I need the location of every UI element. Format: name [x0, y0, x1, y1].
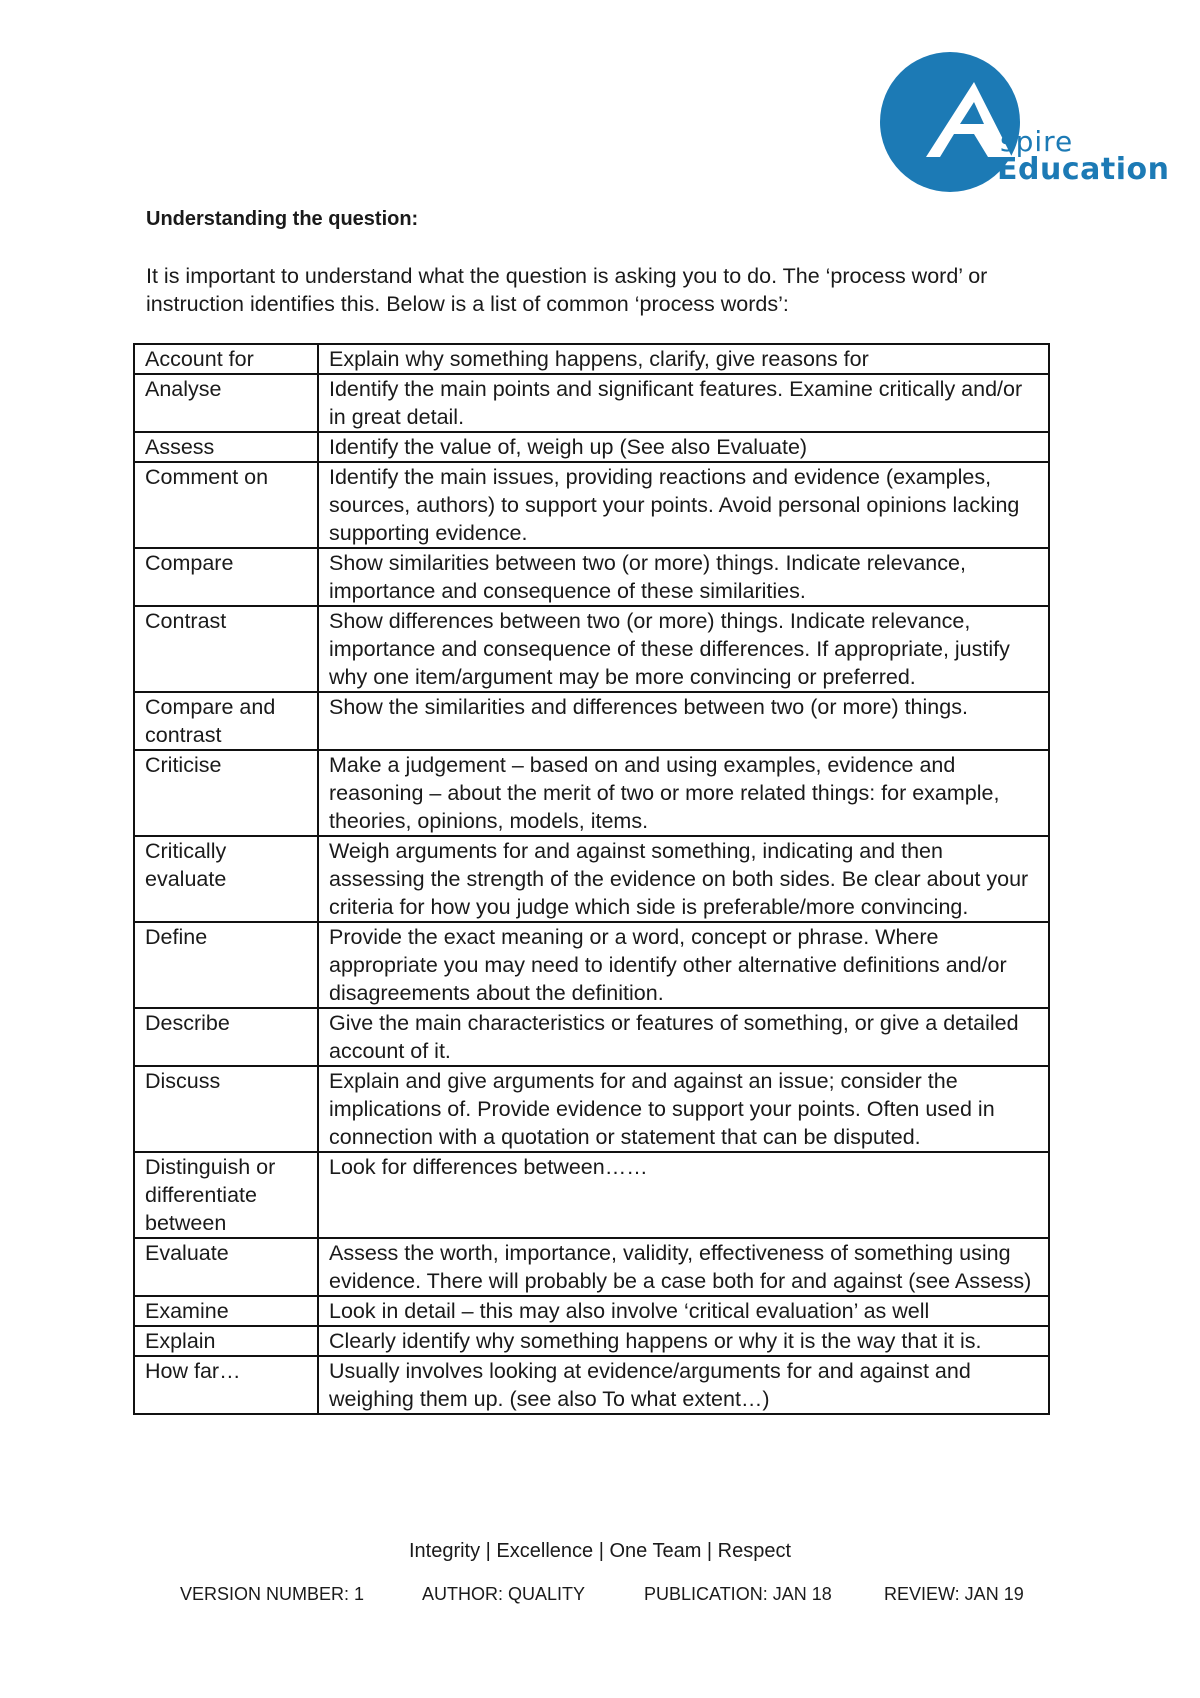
logo-text-spire: spire: [1000, 125, 1074, 158]
process-word-term: Comment on: [134, 462, 318, 548]
process-word-term: Define: [134, 922, 318, 1008]
process-word-definition: Show the similarities and differences between two (or more) things.: [318, 692, 1049, 750]
process-word-definition: Make a judgement – based on and using examples, evidence and reasoning – about the merit of two or more related things: for example, theories, opinions, models, items.: [318, 750, 1049, 836]
table-row: [134, 1356, 1049, 1414]
process-word-definition: Show differences between two (or more) things. Indicate relevance, importance and consequence of these differences. If appropriate, justify why one item/argument may be more convincing or preferred.: [318, 606, 1049, 692]
footer-publication: PUBLICATION: JAN 18: [644, 1584, 832, 1604]
table-row: [134, 606, 1049, 692]
process-word-term: Explain: [134, 1326, 318, 1356]
process-word-definition: Look for differences between……: [318, 1152, 1049, 1238]
table-row: [134, 344, 1049, 374]
table-row: [134, 548, 1049, 606]
process-word-term: Compare: [134, 548, 318, 606]
table-row: [134, 750, 1049, 836]
section-heading: Understanding the question:: [146, 208, 419, 230]
process-word-term: Account for: [134, 344, 318, 374]
footer-motto: Integrity | Excellence | One Team | Respect: [408, 1540, 792, 1562]
process-words-table: [133, 343, 1050, 1415]
process-word-definition: Explain why something happens, clarify, give reasons for: [318, 344, 1049, 374]
process-word-definition: Usually involves looking at evidence/arguments for and against and weighing them up. (see also To what extent…): [318, 1356, 1049, 1414]
table-row: [134, 836, 1049, 922]
table-row: [134, 692, 1049, 750]
process-word-term: Contrast: [134, 606, 318, 692]
process-word-definition: Clearly identify why something happens or why it is the way that it is.: [318, 1326, 1049, 1356]
process-word-term: Analyse: [134, 374, 318, 432]
table-row: [134, 432, 1049, 462]
process-word-definition: Look in detail – this may also involve ‘critical evaluation’ as well: [318, 1296, 1049, 1326]
process-word-term: Criticise: [134, 750, 318, 836]
process-word-term: Distinguish or differentiate between: [134, 1152, 318, 1238]
table-row: [134, 1326, 1049, 1356]
process-word-definition: Identify the main issues, providing reactions and evidence (examples, sources, authors) to support your points. Avoid personal opinions lacking supporting evidence.: [318, 462, 1049, 548]
process-word-term: Evaluate: [134, 1238, 318, 1296]
table-row: [134, 1066, 1049, 1152]
footer-author: AUTHOR: QUALITY: [422, 1584, 586, 1604]
process-word-definition: Identify the main points and significant features. Examine critically and/or in great detail.: [318, 374, 1049, 432]
footer-review: REVIEW: JAN 19: [884, 1584, 1024, 1604]
process-word-definition: Weigh arguments for and against something, indicating and then assessing the strength of the evidence on both sides. Be clear about your criteria for how you judge which side is preferable/more convincing.: [318, 836, 1049, 922]
table-row: [134, 1008, 1049, 1066]
process-word-term: Examine: [134, 1296, 318, 1326]
process-word-term: Critically evaluate: [134, 836, 318, 922]
table-row: [134, 374, 1049, 432]
logo-text-education: Education: [997, 152, 1170, 187]
table-row: [134, 1152, 1049, 1238]
process-word-term: Assess: [134, 432, 318, 462]
intro-paragraph: It is important to understand what the question is asking you to do. The ‘process word’ or instruction identifies this. Below is a list of common ‘process words’:: [146, 264, 988, 316]
process-word-definition: Provide the exact meaning or a word, concept or phrase. Where appropriate you may need to identify other alternative definitions and/or disagreements about the definition.: [318, 922, 1049, 1008]
process-word-term: Describe: [134, 1008, 318, 1066]
process-word-definition: Explain and give arguments for and against an issue; consider the implications of. Provide evidence to support your points. Often used in connection with a quotation or statement that can be disputed.: [318, 1066, 1049, 1152]
process-word-term: How far…: [134, 1356, 318, 1414]
table-row: [134, 922, 1049, 1008]
process-word-definition: Identify the value of, weigh up (See also Evaluate): [318, 432, 1049, 462]
table-row: [134, 462, 1049, 548]
process-word-term: Discuss: [134, 1066, 318, 1152]
footer-version: VERSION NUMBER: 1: [180, 1584, 365, 1604]
process-word-definition: Show similarities between two (or more) things. Indicate relevance, importance and consequence of these similarities.: [318, 548, 1049, 606]
process-word-definition: Assess the worth, importance, validity, effectiveness of something using evidence. There will probably be a case both for and against (see Assess): [318, 1238, 1049, 1296]
process-word-term: Compare and contrast: [134, 692, 318, 750]
table-row: [134, 1296, 1049, 1326]
process-word-definition: Give the main characteristics or features of something, or give a detailed account of it.: [318, 1008, 1049, 1066]
table-row: [134, 1238, 1049, 1296]
